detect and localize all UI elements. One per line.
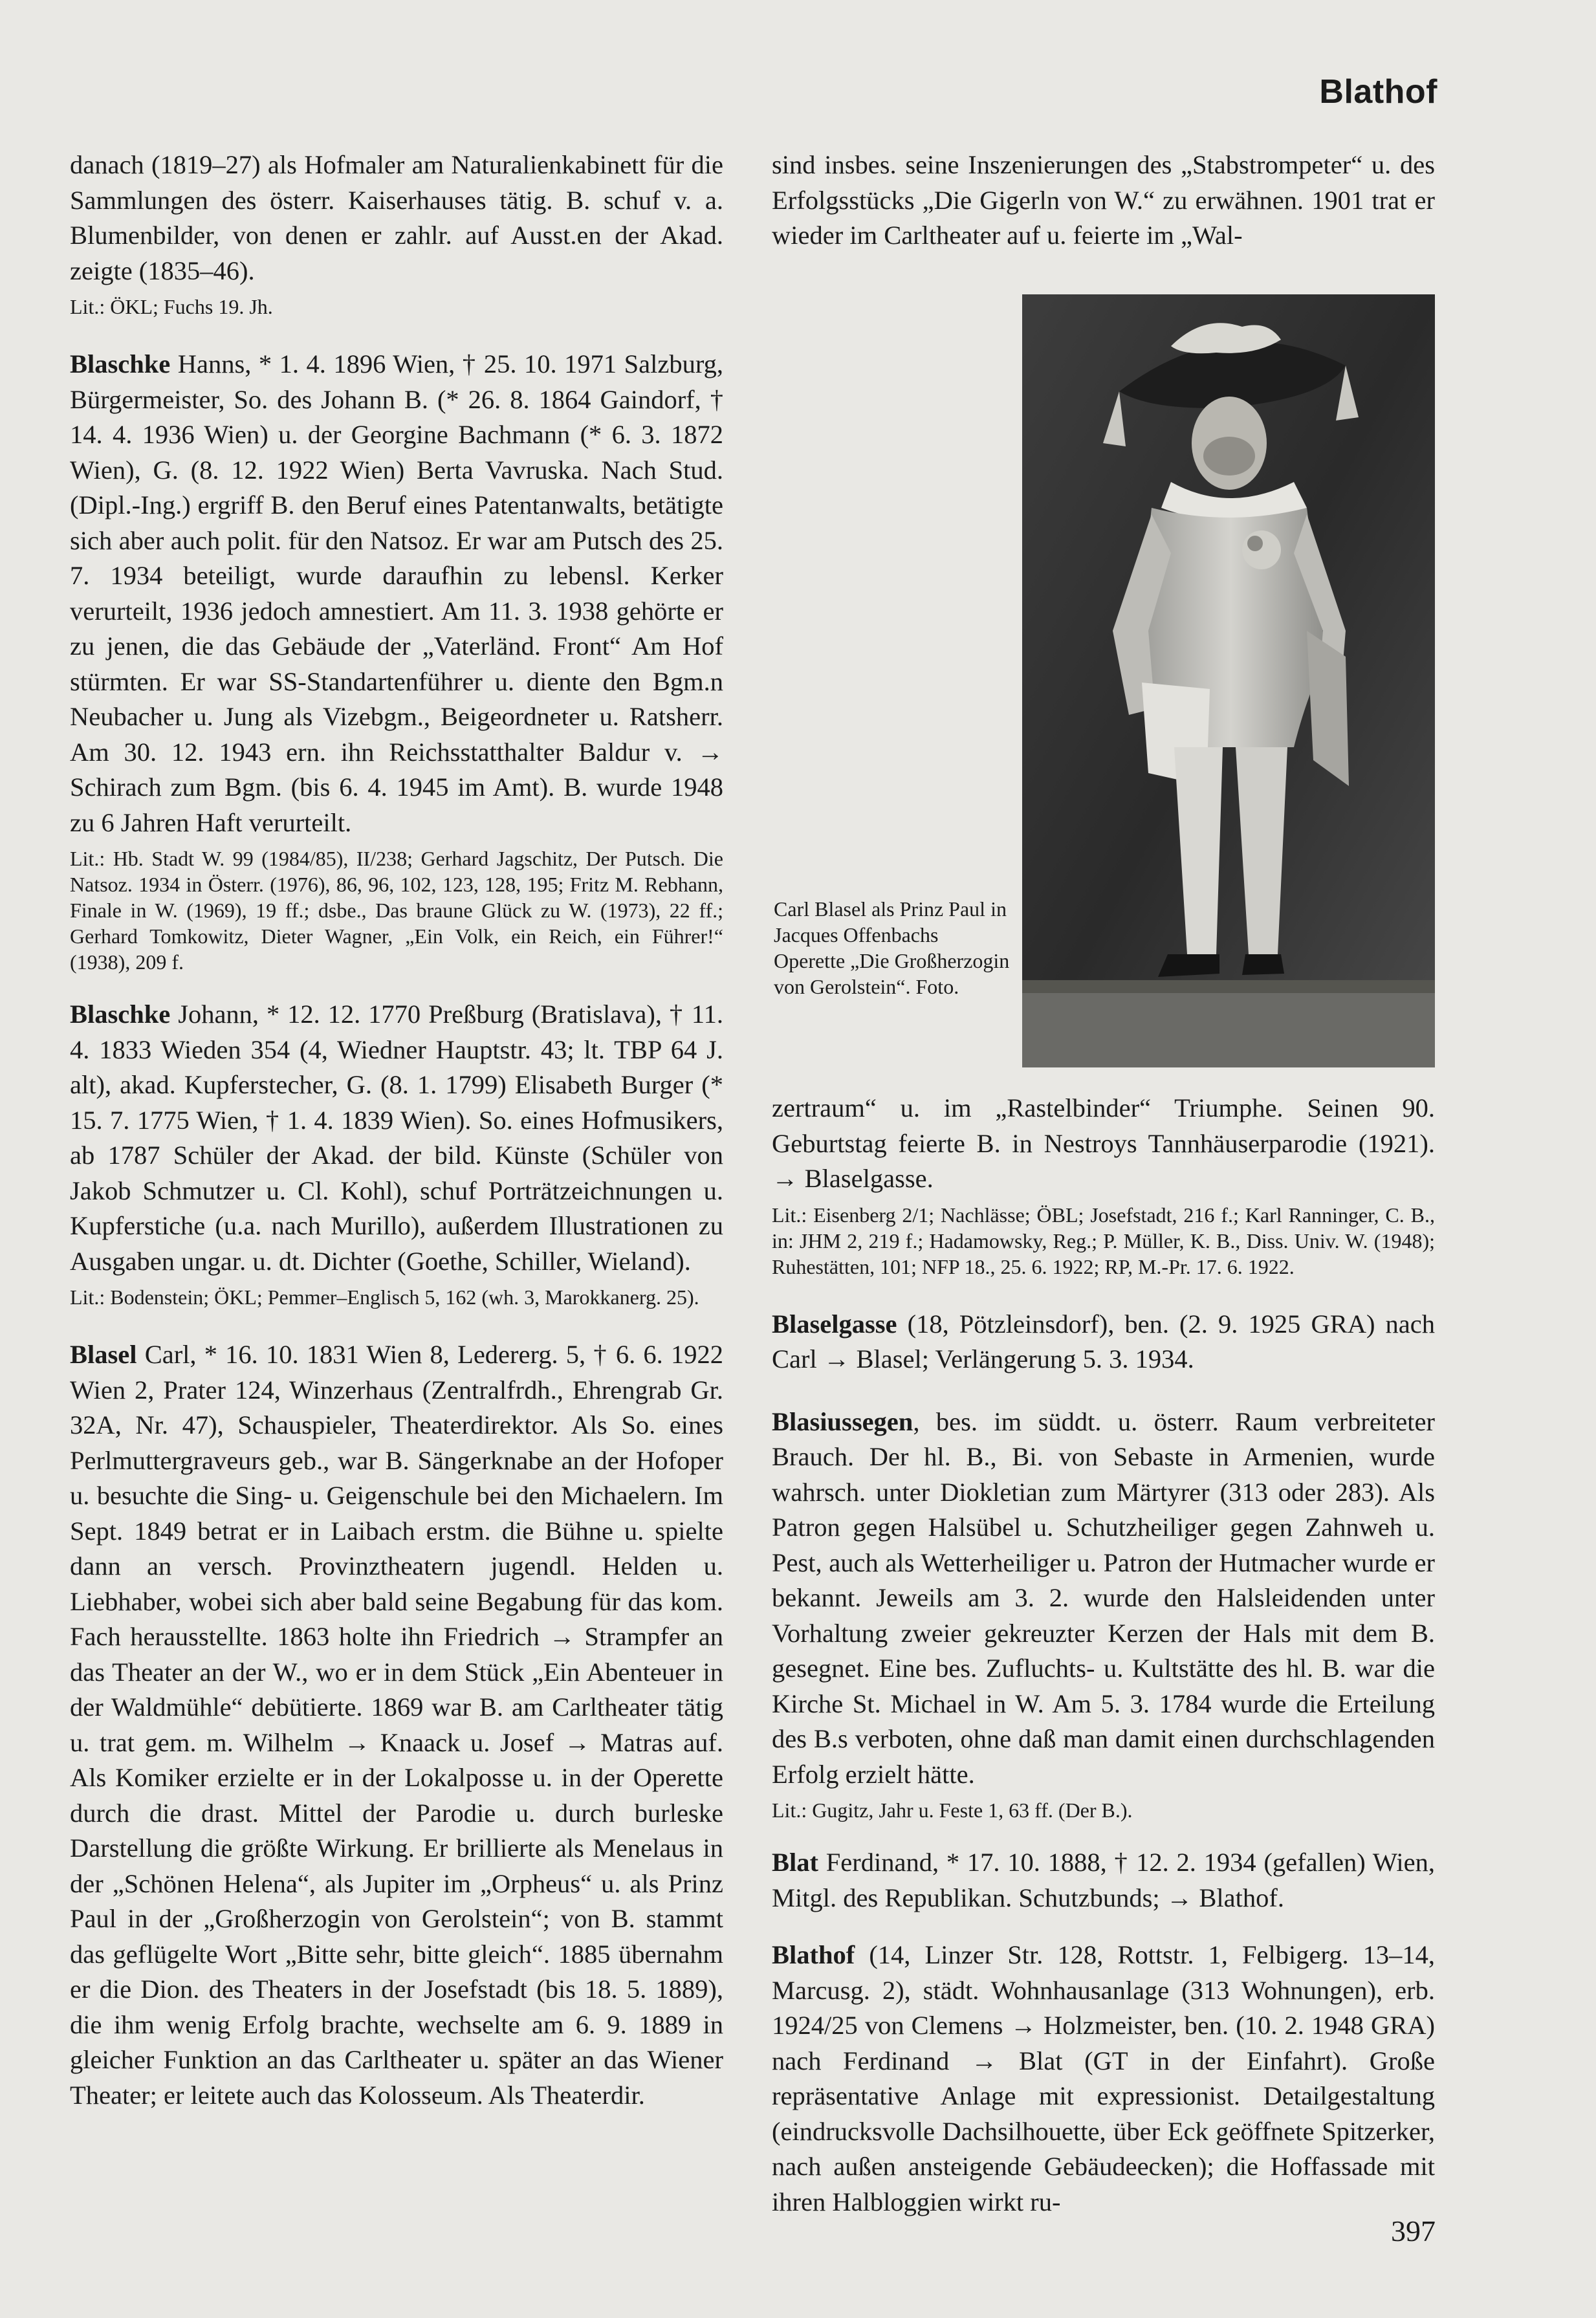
entry-text: (14, Linzer Str. 128, Rottstr. 1, Felbigerg. 13–14, Marcusg. 2), städt. Wohnhausanlage (313 Wohnungen), erb. 1924/25 von Clemens → Holzmeister, ben. (10. 2. 1948 GRA) nach Ferdinand → Blat (GT in der Einfahrt). Große repräsentative Anlage mit expressionist. Detailgestaltung (eindrucksvolle Dachsilhouette, über Eck geöffnete Spitzerker, nach außen ansteigende Gebäudeecken); die Hoffassade mit ihren Halbloggien wirkt ru-	[772, 1940, 1435, 2216]
entry-continuation: danach (1819–27) als Hofmaler am Naturalienkabinett für die Sammlungen des österr. Kaiserhauses tätig. B. schuf v. a. Blumenbilder, von denen er zahlr. auf Ausst.en der Akad. zeigte (1835–46).	[70, 150, 723, 285]
page-number: 397	[1391, 2214, 1436, 2247]
literature-note: Lit.: Gugitz, Jahr u. Feste 1, 63 ff. (Der B.).	[772, 1799, 1133, 1822]
literature-note: Lit.: Hb. Stadt W. 99 (1984/85), II/238; Gerhard Jagschitz, Der Putsch. Die Natsoz. 1934 in Österr. (1976), 86, 96, 102, 123, 128, 195; Fritz M. Rebhann, Finale in W. (1969), 19 ff.; dsbe., Das braune Glück zu W. (1973), 22 ff.; Gerhard Tomkowitz, Dieter Wagner, „Ein Volk, ein Reich, ein Führer!“ (1938), 209 f.	[70, 847, 723, 974]
entry-blaselgasse	[772, 1307, 1435, 1377]
literature-note: Lit.: Bodenstein; ÖKL; Pemmer–Englisch 5, 162 (wh. 3, Marokkanerg. 25).	[70, 1285, 699, 1309]
entry-text: (18, Pötzleinsdorf), ben. (2. 9. 1925 GRA) nach Carl → Blasel; Verlängerung 5. 3. 1934.	[772, 1309, 1435, 1373]
entry-blasiussegen	[772, 1405, 1435, 1793]
entry-blat	[772, 1845, 1435, 1916]
photo-caption: Carl Blasel als Prinz Paul in Jacques Offenbachs Operette „Die Großherzogin von Gerolstein“. Foto.	[774, 897, 1010, 998]
right-column	[772, 148, 1435, 254]
entry-continuation: zertraum“ u. im „Rastelbinder“ Triumphe. Seinen 90. Geburtstag feierte B. in Nestroys Tannhäuserparodie (1921). → Blaselgasse.	[772, 1093, 1435, 1193]
portrait-photo-image	[1022, 294, 1435, 1067]
entry-headword: Blaschke	[70, 1000, 171, 1029]
entry-blaschke-johann	[70, 997, 723, 1279]
left-column	[70, 148, 723, 2113]
entry-continuation: sind insbes. seine Inszenierungen des „Stabstrompeter“ u. des Erfolgsstücks „Die Gigerln von W.“ zu erwähnen. 1901 trat er wieder im Carltheater auf u. feierte im „Wal-	[772, 150, 1435, 250]
running-head: Blathof	[1319, 73, 1437, 111]
entry-headword: Blaschke	[70, 349, 171, 378]
entry-headword: Blaselgasse	[772, 1309, 897, 1339]
entry-headword: Blasiussegen	[772, 1406, 913, 1436]
literature-note: Lit.: Eisenberg 2/1; Nachlässe; ÖBL; Josefstadt, 216 f.; Karl Ranninger, C. B., in: JHM 2, 219 f.; Hadamowsky, Reg.; P. Müller, K. B., Diss. Univ. W. (1948); Ruhestätten, 101; NFP 18., 25. 6. 1922; RP, M.-Pr. 17. 6. 1922.	[772, 1203, 1435, 1278]
entry-text: , bes. im süddt. u. österr. Raum verbreiteter Brauch. Der hl. B., Bi. von Sebaste in Armenien, wurde wahrsch. unter Diokletian zum Märtyrer (313 oder 283). Als Patron gegen Halsübel u. Schutzheiliger gegen Zahnweh u. Pest, auch als Wetterheiliger u. Patron der Hutmacher wurde er bekannt. Jeweils am 3. 2. wurde den Halsleidenden unter Vorhaltung zweier gekreuzter Kerzen der Hals mit dem B. gesegnet. Eine bes. Zufluchts- u. Kultstätte des hl. B. war die Kirche St. Michael in W. Am 5. 3. 1784 wurde die Erteilung des B.s verboten, ohne daß man damit einen durchschlagenden Erfolg erzielt hätte.	[772, 1406, 1435, 1789]
entry-headword: Blathof	[772, 1940, 855, 1969]
entry-blaschke-hanns	[70, 347, 723, 840]
entry-text: Carl, * 16. 10. 1831 Wien 8, Ledererg. 5, † 6. 6. 1922 Wien 2, Prater 124, Winzerhaus (Zentralfrdh., Ehrengrab Gr. 32A, Nr. 47), Schauspieler, Theaterdirektor. Als So. eines Perlmuttergraveurs geb., war B. Sängerknabe an der Hofoper u. besuchte die Sing- u. Geigenschule bei den Michaelern. Im Sept. 1849 betrat er in Laibach erstm. die Bühne u. spielte dann an versch. Provinztheatern jugendl. Helden u. Liebhaber, wobei sich aber bald seine Begabung für das kom. Fach herausstellte. 1863 holte ihn Friedrich → Strampfer an das Theater an der W., wo er in dem Stück „Ein Abenteuer in der Waldmühle“ debütierte. 1869 war B. am Carltheater tätig u. trat gem. m. Wilhelm → Knaack u. Josef → Matras auf. Als Komiker erzielte er in der Lokalposse u. in der Operette durch die drast. Mittel der Parodie u. durch burleske Darstellung die größte Wirkung. Er brillierte als Menelaus in der „Schönen Helena“, als Jupiter im „Orpheus“ u. als Prinz Paul in der „Großherzogin von Gerolstein“; von B. stammt das geflügelte Wort „Bitte sehr, bitte gleich“. 1885 übernahm er die Dion. des Theaters in der Josefstadt (bis 18. 5. 1889), die ihm wenig Erfolg brachte, wechselte am 6. 9. 1889 in gleicher Funktion an das Carltheater u. später an das Wiener Theater; er leitete auch das Kolosseum. Als Theaterdir.	[70, 1340, 723, 2110]
entry-text: Hanns, * 1. 4. 1896 Wien, † 25. 10. 1971 Salzburg, Bürgermeister, So. des Johann B. (* 26. 8. 1864 Gaindorf, † 14. 4. 1936 Wien) u. der Georgine Bachmann (* 6. 3. 1872 Wien), G. (8. 12. 1922 Wien) Berta Vavruska. Nach Stud. (Dipl.-Ing.) ergriff B. den Beruf eines Patentanwalts, betätigte sich aber auch polit. für den Natsoz. Er war am Putsch des 25. 7. 1934 beteiligt, wurde daraufhin zu lebensl. Kerker verurteilt, 1936 jedoch amnestiert. Am 11. 3. 1938 gehörte er zu jenen, die das Gebäude der „Vaterländ. Front“ Am Hof stürmten. Er war SS-Standartenführer u. diente den Bgm.n Neubacher u. Jung als Vizebgm., Beigeordneter u. Ratsherr. Am 30. 12. 1943 ern. ihn Reichsstatthalter Baldur v. → Schirach zum Bgm. (bis 6. 4. 1945 im Amt). B. wurde 1948 zu 6 Jahren Haft verurteilt.	[70, 349, 723, 837]
portrait-photo	[1022, 294, 1435, 1067]
entry-blathof	[772, 1938, 1435, 2220]
entry-text: Ferdinand, * 17. 10. 1888, † 12. 2. 1934 (gefallen) Wien, Mitgl. des Republikan. Schutzbunds; → Blathof.	[772, 1848, 1435, 1912]
literature-note: Lit.: ÖKL; Fuchs 19. Jh.	[70, 295, 273, 318]
entry-text: Johann, * 12. 12. 1770 Preßburg (Bratislava), † 11. 4. 1833 Wieden 354 (4, Wiedner Hauptstr. 43; lt. TBP 64 J. alt), akad. Kupferstecher, G. (8. 1. 1799) Elisabeth Burger (* 15. 7. 1775 Wien, † 1. 4. 1839 Wien). So. eines Hofmusikers, ab 1787 Schüler der Akad. der bild. Künste (Schüler von Jakob Schmutzer u. Cl. Kohl), schuf Porträtzeichnungen u. Kupferstiche (u.a. nach Murillo), außerdem Illustrationen zu Ausgaben ungar. u. dt. Dichter (Goethe, Schiller, Wieland).	[70, 1000, 723, 1276]
entry-headword: Blat	[772, 1848, 819, 1877]
entry-blasel	[70, 1337, 723, 2113]
entry-headword: Blasel	[70, 1340, 137, 1369]
right-column-continued	[772, 1091, 1435, 2220]
